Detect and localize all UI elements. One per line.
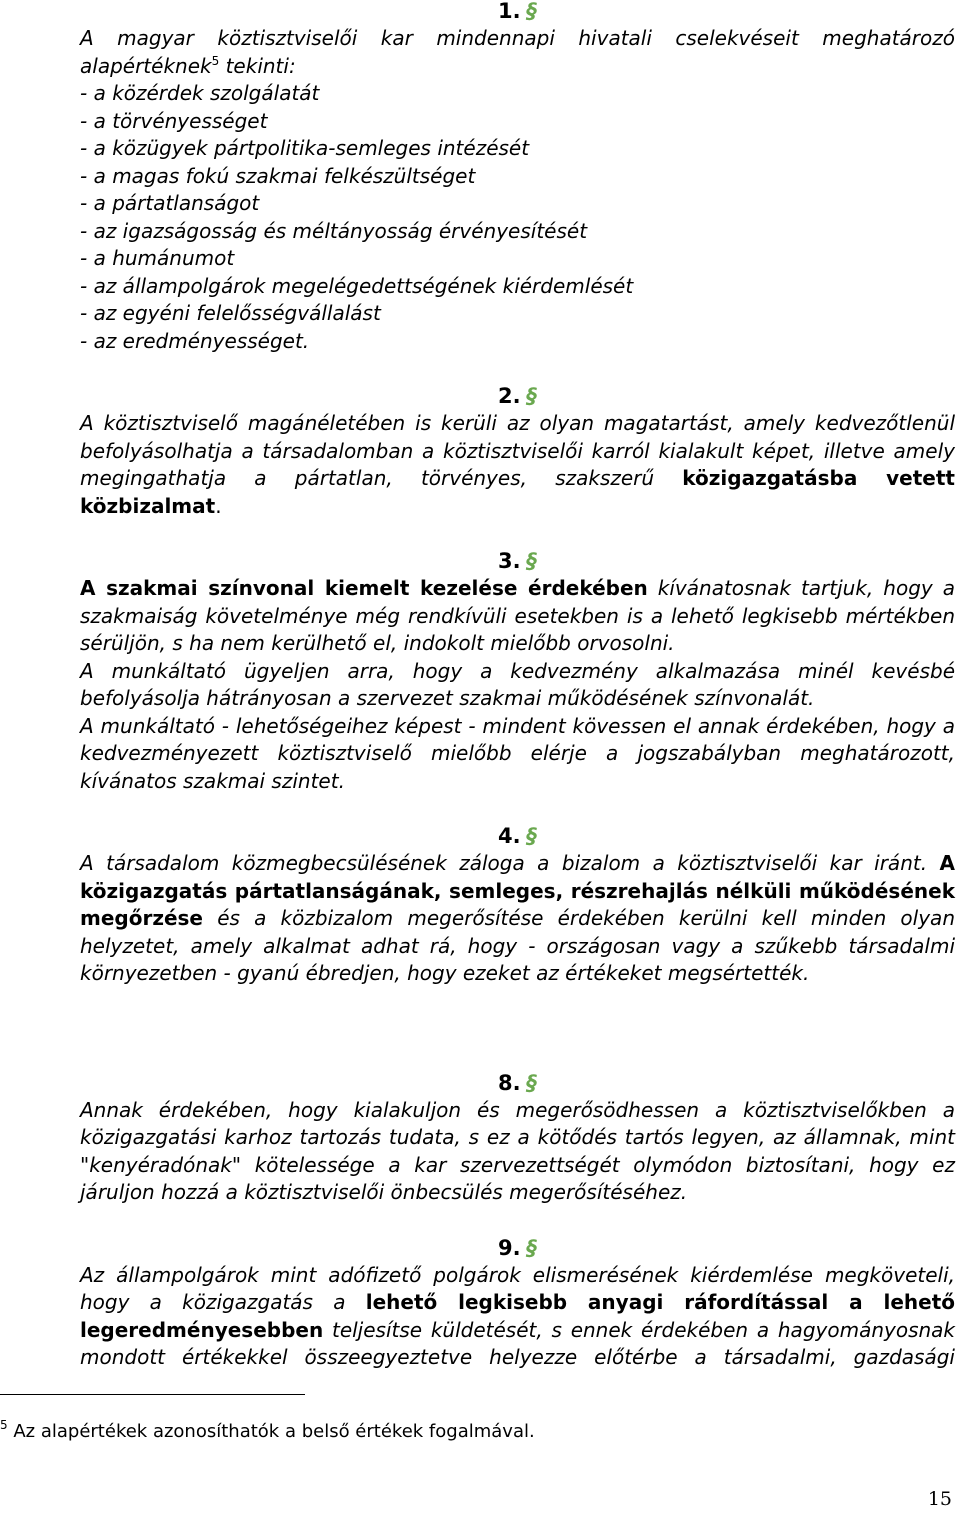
section-number: 1. <box>497 0 521 23</box>
list-item: - a pártatlanságot <box>80 191 260 215</box>
footnote-text: Az alapértékek azonosíthatók a belső értékek fogalmával. <box>7 1421 535 1442</box>
list-item: - az igazságosság és méltányosság érvényesítését <box>80 218 588 243</box>
body-text: . <box>215 493 222 518</box>
section-3-paragraph-3: A munkáltató - lehetőségeihez képest - mindent kövessen el annak érdekében, hogy a kedvezményezett köztisztviselő mielőbb elérje a jogszabályban meghatározott, kívánatos szakmai szintet. <box>80 713 955 793</box>
document-body <box>80 0 955 1372</box>
list-item: - az egyéni felelősségvállalást <box>80 301 381 325</box>
list-item: - a közérdek szolgálatát <box>80 81 320 105</box>
section-heading-4 <box>80 823 955 850</box>
list-item: - a törvényességet <box>80 108 268 133</box>
section-heading-1 <box>80 0 955 25</box>
section-number: 8. <box>497 1070 521 1095</box>
section-3-paragraph-2: A munkáltató ügyeljen arra, hogy a kedvezmény alkalmazása minél kevésbé befolyásolja hátrányosan a szervezet szakmai működésének színvonalát. <box>80 658 955 710</box>
paragraph-symbol: § <box>526 1235 538 1260</box>
body-text: és a közbizalom megerősítése érdekében kerülni kell minden olyan helyzetet, amely alkalmat adhat rá, hogy - országosan vagy a szűkebb társadalmi környezetben - gyanú ébredjen, hogy ezeket az értékeket megsértették. <box>80 906 955 985</box>
section-4-text <box>80 850 955 988</box>
intro-text: A magyar köztisztviselői kar mindennapi hivatali cselekvéseit meghatározó alapértéknek <box>80 26 955 78</box>
paragraph-symbol: § <box>526 549 538 573</box>
section-number: 9. <box>497 1235 521 1260</box>
body-text: kívánatosnak tartjuk, hogy a szakmaiság követelménye még rendkívüli esetekben is a lehető legkisebb mértékben sérüljön, s ha nem kerülhető el, indokolt mielőbb orvosolni. <box>80 576 955 655</box>
body-text: Az állampolgárok mint adófizető polgárok elismerésének kiérdemlése megköveteli, hogy a közigazgatás a <box>80 1262 955 1314</box>
body-text: A társadalom közmegbecsülésének záloga a bizalom a köztisztviselői kar iránt. <box>80 851 940 875</box>
section-3-text <box>80 575 955 658</box>
core-values-list <box>80 80 955 355</box>
section-heading-2 <box>80 383 955 410</box>
section-heading-9 <box>80 1235 955 1262</box>
section-9-text <box>80 1262 955 1372</box>
bold-text: A szakmai színvonal kiemelt kezelése érdekében <box>80 576 648 600</box>
body-text: teljesítse küldetését, s ennek érdekében a hagyományosnak mondott értékekkel összeegyeztetve helyezze előtérbe a társadalmi, gazdasági <box>80 1317 955 1369</box>
section-number: 4. <box>497 824 521 848</box>
bold-text: lehető legkisebb anyagi ráfordítással a lehető legeredményesebben <box>80 1290 955 1342</box>
section-8-text: Annak érdekében, hogy kialakuljon és megerősödhessen a köztisztviselőkben a közigazgatási karhoz tartozás tudata, s ez a kötődés tartós legyen, az államnak, mint "kenyéradónak" kötelessége a kar szervezettségét olymódon biztosítani, hogy ez járuljon hozzá a köztisztviselői önbecsülés megerősítéséhez. <box>80 1097 955 1204</box>
section-number: 2. <box>497 384 521 408</box>
list-item: - az eredményességet. <box>80 328 310 353</box>
footnote-mark: 5 <box>0 1418 8 1432</box>
section-heading-8 <box>80 1070 955 1097</box>
paragraph-symbol: § <box>526 0 538 23</box>
footnote <box>0 1420 535 1444</box>
bold-text: közigazgatásba vetett közbizalmat <box>80 466 955 518</box>
body-text: A köztisztviselő magánéletében is kerüli az olyan magatartást, amely kedvezőtlenül befolyásolhatja a társadalomban a köztisztviselői karról kialakult képet, illetve amely megingathatja a pártatlan, törvényes, szakszerű <box>80 411 955 490</box>
list-item: - a humánumot <box>80 246 235 270</box>
list-item: - az állampolgárok megelégedettségének kiérdemlését <box>80 273 634 298</box>
section-2-text <box>80 410 955 520</box>
list-item: - a közügyek pártpolitika-semleges intézését <box>80 136 530 160</box>
section-1-intro <box>80 25 955 80</box>
paragraph-symbol: § <box>526 1070 538 1095</box>
bold-text: A közigazgatás pártatlanságának, semleges, részrehajlás nélküli működésének megőrzése <box>80 851 955 930</box>
footnote-divider <box>0 1394 305 1395</box>
section-number: 3. <box>497 549 521 573</box>
list-item: - a magas fokú szakmai felkészültséget <box>80 163 476 188</box>
intro-tail: tekinti: <box>219 53 296 78</box>
paragraph-symbol: § <box>526 384 538 408</box>
footnote-reference[interactable]: 5 <box>211 53 220 68</box>
section-heading-3 <box>80 548 955 575</box>
paragraph-symbol: § <box>526 824 538 848</box>
page-number: 15 <box>927 1488 952 1510</box>
